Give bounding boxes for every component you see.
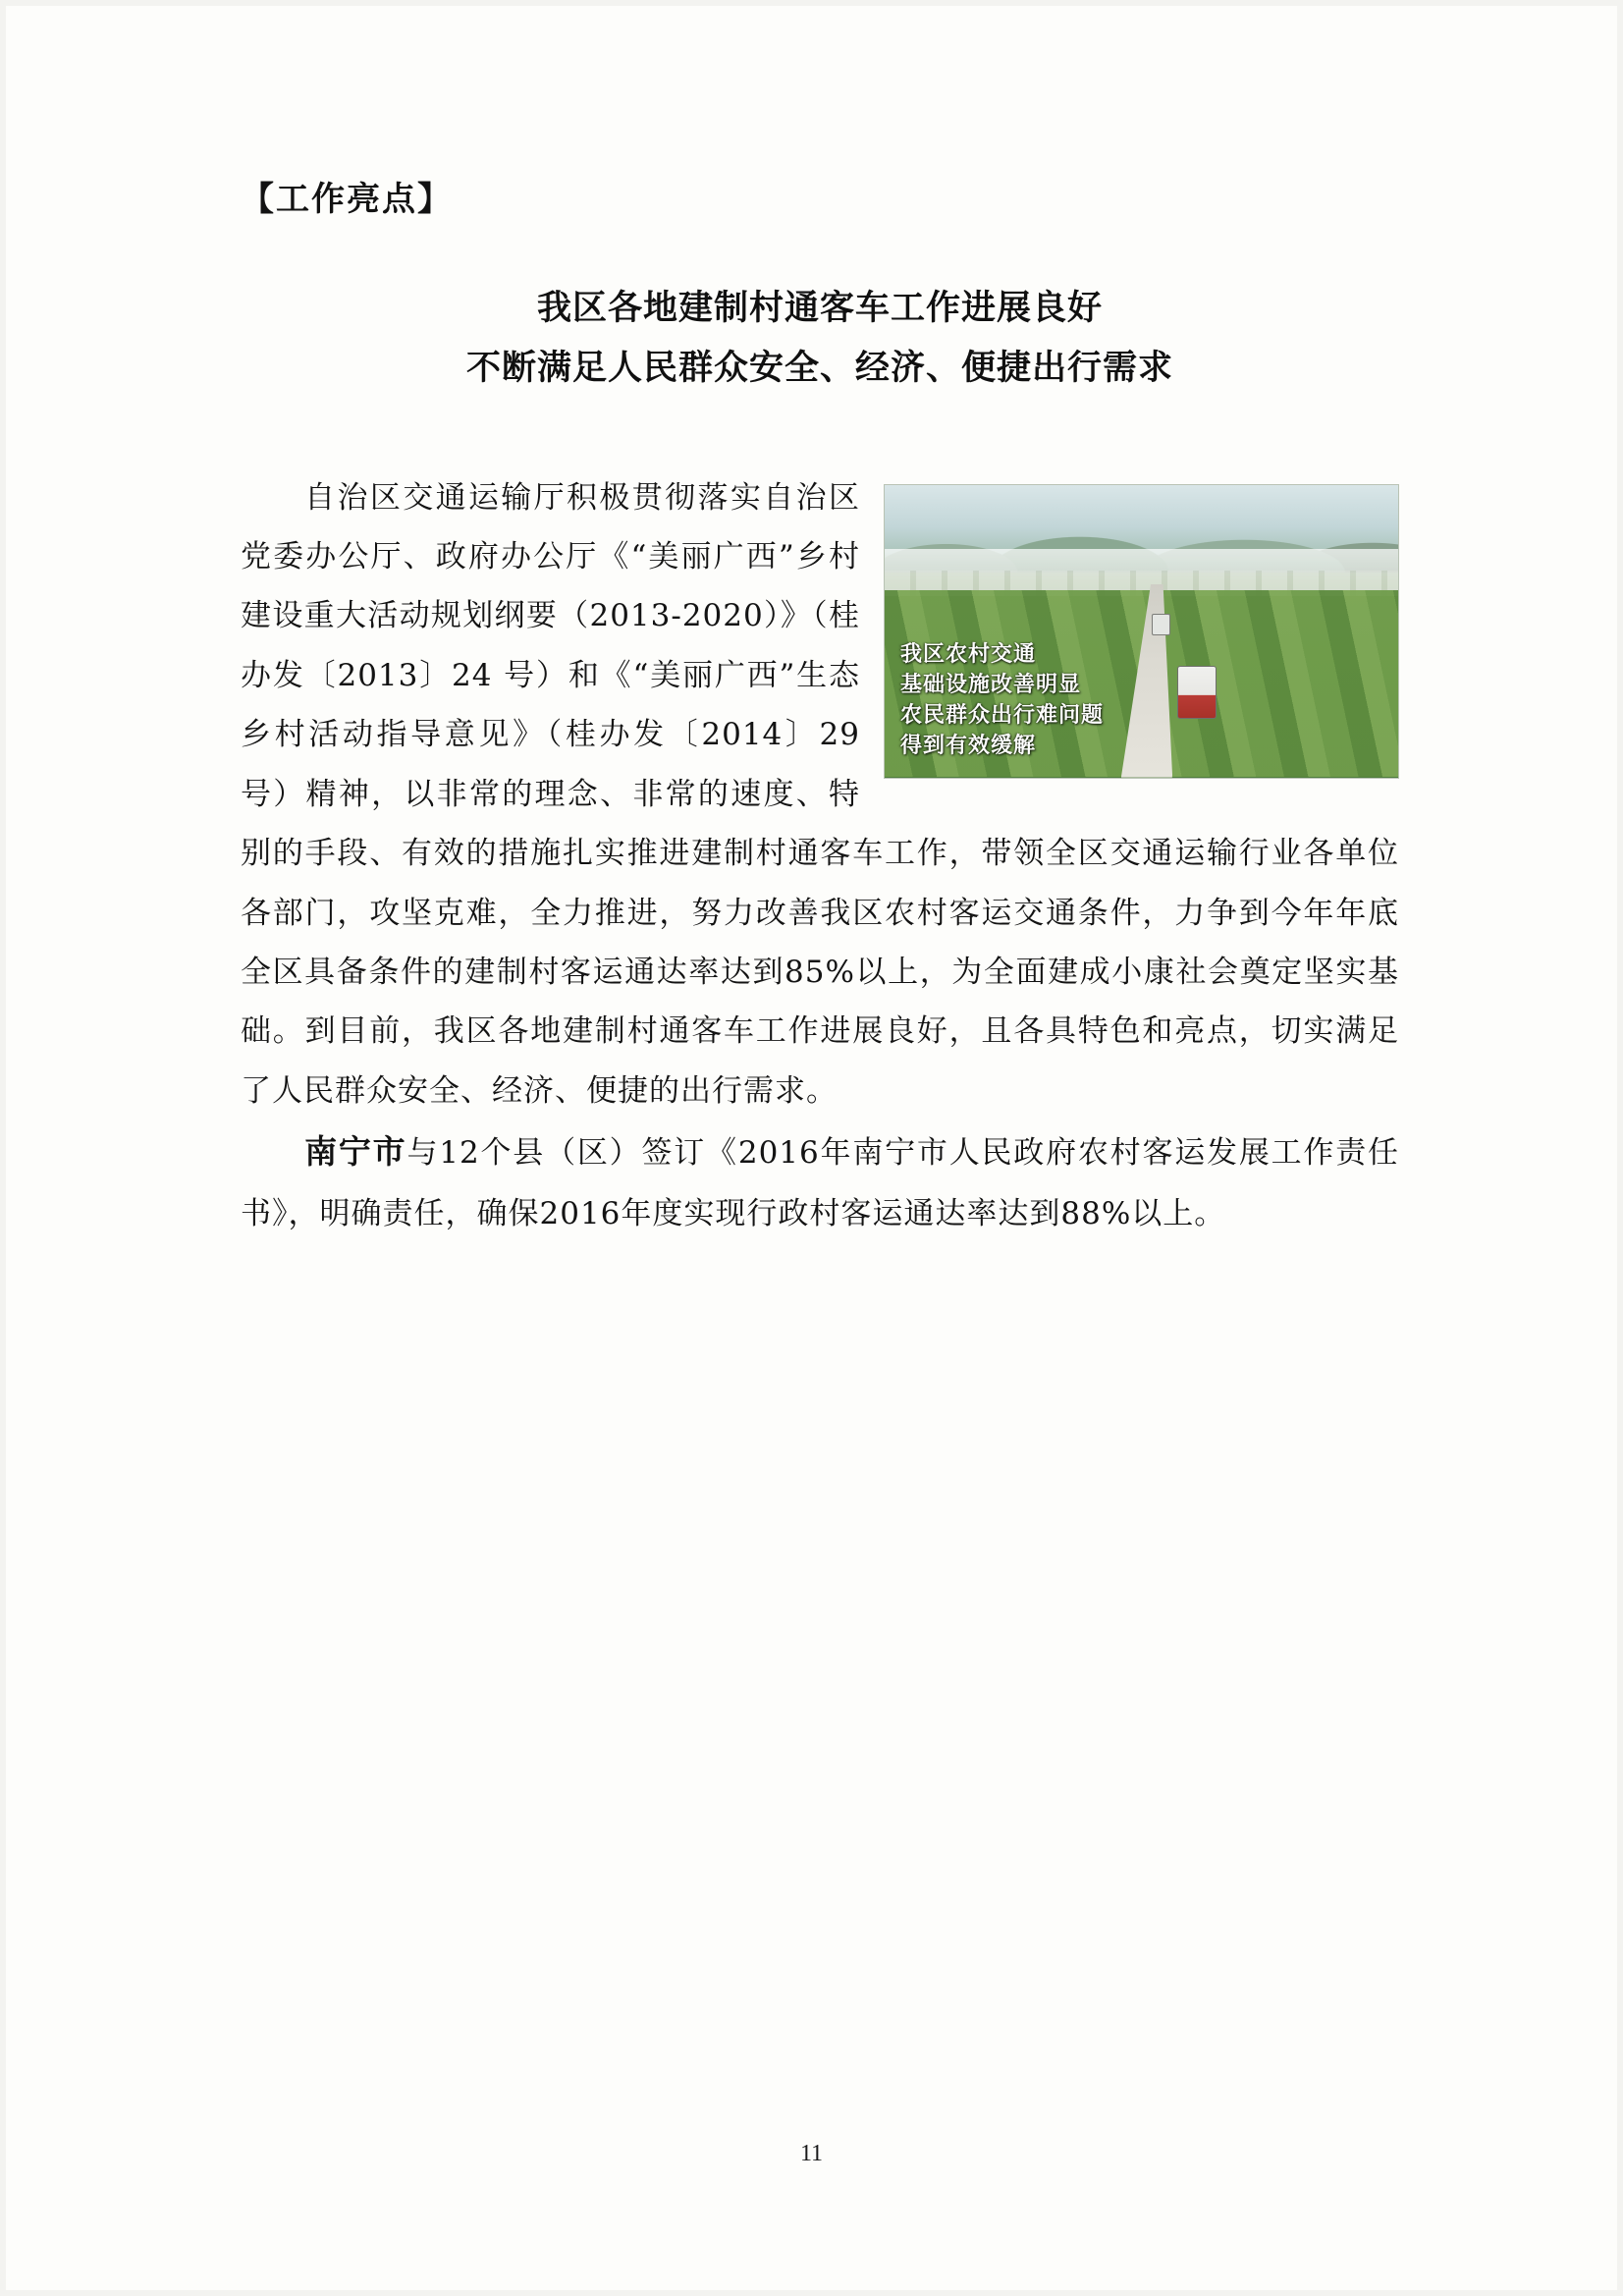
section-tag: 【工作亮点】 — [241, 180, 453, 219]
title-line-1: 我区各地建制村通客车工作进展良好 — [536, 289, 1103, 328]
photo-car-icon — [1152, 614, 1170, 635]
article-body — [241, 468, 1399, 1244]
photo-caption-line-4: 得到有效缓解 — [900, 734, 1037, 759]
article-photo — [884, 484, 1399, 779]
paragraph-2-text: 与12个县（区）签订《2016年南宁市人民政府农村客运发展工作责任书》，明确责任，确保2016年度实现行政村客运通达率达到88%以上。 — [241, 1135, 1400, 1231]
photo-village — [885, 549, 1398, 596]
paragraph-2 — [241, 1121, 1399, 1243]
photo-caption — [900, 639, 1195, 762]
photo-caption-line-3: 农民群众出行难问题 — [900, 703, 1105, 729]
paragraph-1: 自治区交通运输厅积极贯彻落实自治区党委办公厅、政府办公厅《“美丽广西”乡村建设重大活动规划纲要（2013-2020）》（桂办发〔2013〕24 号）和《“美丽广西”生态乡村活动指导意见》（桂办发〔2014〕29 号）精神，以非常的理念、非常的速度、特别的手段、有效的措施扎实推进建制村通客车工作，带领全区交通运输行业各单位各部门，攻坚克难，全力推进，努力改善我区农村客运交通条件，力争到今年年底全区具备条件的建制村客运通达率达到85%以上，为全面建成小康社会奠定坚实基础。到目前，我区各地建制村通客车工作进展良好，且各具特色和亮点，切实满足了人民群众安全、经济、便捷的出行需求。 — [241, 479, 1399, 1109]
title-line-2: 不断满足人民群众安全、经济、便捷出行需求 — [465, 349, 1173, 389]
photo-caption-line-2: 基础设施改善明显 — [900, 672, 1082, 697]
page-number: 11 — [799, 2141, 824, 2166]
photo-caption-line-1: 我区农村交通 — [900, 641, 1037, 667]
page-content — [241, 172, 1399, 1243]
page-title — [241, 279, 1399, 400]
paragraph-2-lead: 南宁市 — [304, 1132, 407, 1172]
